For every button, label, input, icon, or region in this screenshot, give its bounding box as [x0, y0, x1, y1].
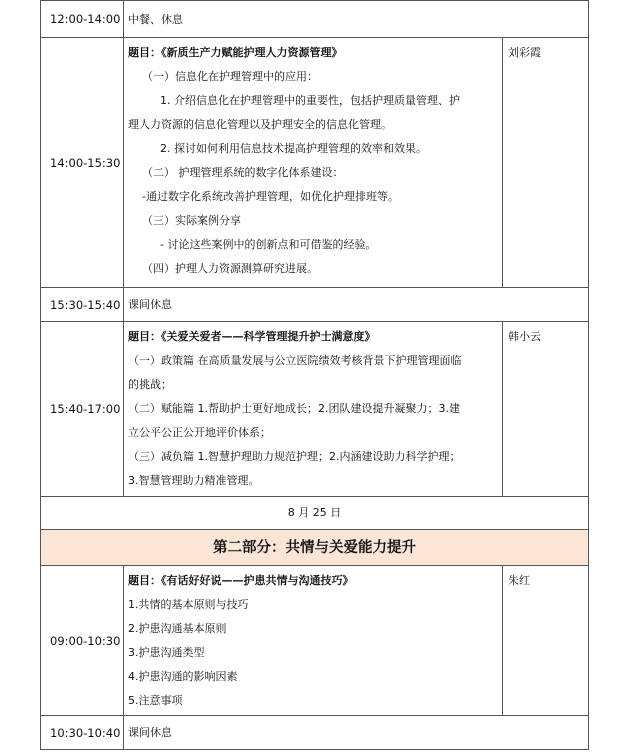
outline-line: 3.智慧管理助力精准管理。	[128, 474, 260, 487]
outline-line: 立公平公正公开地评价体系；	[128, 426, 271, 439]
outline-line: 1.共情的基本原则与技巧	[128, 598, 249, 611]
activity-cell: 课间休息	[124, 716, 589, 750]
session-content	[124, 38, 503, 288]
outline-line: （三）实际案例分享	[142, 214, 241, 227]
outline-line: -通过数字化系统改善护理管理，如优化护理排班等。	[142, 190, 399, 203]
outline-line: （三）减负篇 1.智慧护理助力规范护理；2.内涵建设助力科学护理；	[128, 450, 461, 463]
activity-cell: 课间休息	[124, 288, 589, 322]
table-row	[41, 566, 589, 716]
activity-cell: 中餐、休息	[124, 1, 589, 38]
time-cell: 09:00-10:30	[41, 566, 124, 716]
date-row: 8 月 25 日	[41, 497, 589, 530]
schedule-table	[40, 0, 589, 750]
outline-line: 5.注意事项	[128, 694, 183, 707]
table-row	[41, 322, 589, 497]
time-cell: 14:00-15:30	[41, 38, 124, 288]
outline-line: 4.护患沟通的影响因素	[128, 670, 238, 683]
session-content	[124, 322, 503, 497]
outline-line: 2. 探讨如何利用信息技术提高护理管理的效率和效果。	[160, 142, 427, 155]
session-title: 题目：《新质生产力赋能护理人力资源管理》	[128, 46, 343, 59]
outline-line: （二）赋能篇 1.帮助护士更好地成长；2.团队建设提升凝聚力；3.建	[128, 402, 460, 415]
outline-line: 2.护患沟通基本原则	[128, 622, 227, 635]
outline-line: - 讨论这些案例中的创新点和可借鉴的经验。	[160, 238, 377, 251]
time-cell: 15:40-17:00	[41, 322, 124, 497]
outline-line: 理人力资源的信息化管理以及护理安全的信息化管理。	[128, 118, 392, 131]
outline-line: 1. 介绍信息化在护理管理中的重要性，包括护理质量管理、护	[160, 94, 460, 107]
outline-line: （一）政策篇 在高质量发展与公立医院绩效考核背景下护理管理面临	[128, 354, 462, 367]
outline-line: （一）信息化在护理管理中的应用：	[142, 70, 318, 83]
schedule-sheet	[40, 0, 588, 750]
outline-line: 的挑战；	[128, 378, 172, 391]
session-title: 题目：《关爱关爱者——科学管理提升护士满意度》	[128, 330, 376, 343]
time-cell: 15:30-15:40	[41, 288, 124, 322]
table-row	[41, 288, 589, 322]
time-cell: 10:30-10:40	[41, 716, 124, 750]
speaker-name: 刘彩霞	[503, 38, 589, 288]
time-cell: 12:00-14:00	[41, 1, 124, 38]
section-heading: 第二部分：共情与关爱能力提升	[41, 530, 589, 566]
outline-line: （四）护理人力资源测算研究进展。	[142, 262, 318, 275]
table-row	[41, 1, 589, 38]
speaker-name: 韩小云	[503, 322, 589, 497]
session-content	[124, 566, 503, 716]
outline-line: 3.护患沟通类型	[128, 646, 205, 659]
table-row	[41, 716, 589, 750]
table-row	[41, 530, 589, 566]
table-row	[41, 497, 589, 530]
table-row	[41, 38, 589, 288]
outline-line: （二） 护理管理系统的数字化体系建设：	[142, 166, 344, 179]
session-title: 题目：《有话好好说——护患共情与沟通技巧》	[128, 574, 354, 587]
speaker-name: 朱红	[503, 566, 589, 716]
